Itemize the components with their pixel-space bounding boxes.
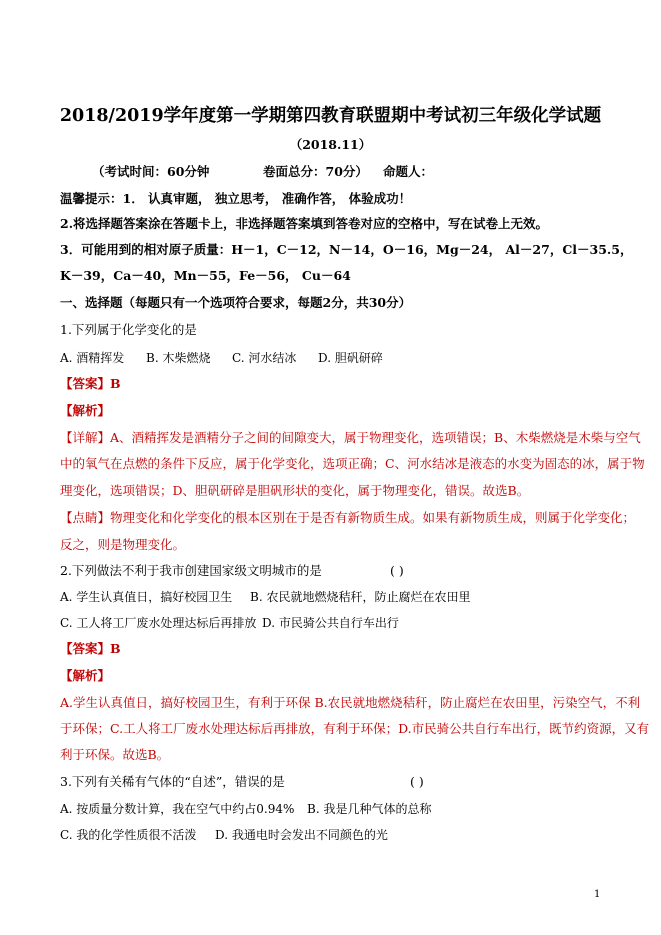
q3-option-c: C. 我的化学性质很不活泼 <box>60 828 197 842</box>
q1-detail-2: 中的氧气在点燃的条件下反应，属于化学变化，选项正确；C、河水结冰是液态的水变为固态的冰，属于物 <box>60 456 645 471</box>
q2-analysis-3: 利于环保。故选B。 <box>60 747 170 762</box>
q1-option-b: B. 木柴燃烧 <box>146 351 211 365</box>
tip-line-2: 2.将选择题答案涂在答题卡上，非选择题答案填到答卷对应的空格中，写在试卷上无效。 <box>60 216 549 231</box>
q1-detail-1: 【详解】A、酒精挥发是酒精分子之间的间隙变大，属于物理变化，选项错误；B、木柴燃烧是木柴与空气 <box>60 430 641 445</box>
q1-option-c: C. 河水结冰 <box>232 351 297 365</box>
q1-point-1: 【点睛】物理变化和化学变化的根本区别在于是否有新物质生成。如果有新物质生成，则属于化学变化； <box>60 510 636 525</box>
q2-answer: 【答案】B <box>60 641 121 656</box>
tip-line-4: K－39，Ca－40，Mn－55，Fe－56， Cu－64 <box>60 268 351 283</box>
tip-line-3: 3．可能用到的相对原子质量：H－1，C－12，N－14，O－16，Mg－24， Al－27，Cl－35.5， <box>60 242 633 257</box>
q2-option-b: B. 农民就地燃烧秸秆，防止腐烂在农田里 <box>250 590 471 604</box>
q1-analysis-label: 【解析】 <box>60 403 111 418</box>
q2-analysis-label: 【解析】 <box>60 668 111 683</box>
q2-option-d: D. 市民骑公共自行车出行 <box>262 616 399 630</box>
q1-detail-3: 理变化，选项错误；D、胆矾研碎是胆矾形状的变化，属于物理变化，错误。故选B。 <box>60 483 530 498</box>
tip-line-1: 温馨提示：1． 认真审题， 独立思考， 准确作答， 体验成功！ <box>60 191 412 206</box>
q1-answer: 【答案】B <box>60 376 121 391</box>
q1-point-2: 反之，则是物理变化。 <box>60 537 186 552</box>
exam-date: （2018.11） <box>289 137 372 152</box>
q3-option-d: D. 我通电时会发出不同颜色的光 <box>215 828 388 842</box>
section-heading: 一、选择题（每题只有一个选项符合要求，每题2分，共30分） <box>60 295 412 310</box>
q3-blank: ( ) <box>410 774 424 789</box>
q2-analysis-1: A.学生认真值日，搞好校园卫生，有利于环保 B.农民就地燃烧秸秆，防止腐烂在农田里，污染空气，不利 <box>60 695 641 710</box>
q2-stem: 2.下列做法不利于我市创建国家级文明城市的是 <box>60 563 322 578</box>
q2-analysis-2: 于环保；C.工人将工厂废水处理达标后再排放，有利于环保；D.市民骑公共自行车出行，既节约资源，又有 <box>60 721 650 736</box>
q1-stem: 1.下列属于化学变化的是 <box>60 322 197 337</box>
q1-option-a: A. 酒精挥发 <box>60 351 125 365</box>
q1-option-d: D. 胆矾研碎 <box>318 351 383 365</box>
total-score: 卷面总分：70分） <box>263 164 368 179</box>
q3-option-a: A. 按质量分数计算，我在空气中约占0.94% <box>60 802 295 816</box>
page-number: 1 <box>594 889 601 900</box>
author-label: 命题人： <box>383 164 434 179</box>
exam-time: （考试时间：60分钟 <box>92 164 210 179</box>
q2-option-c: C. 工人将工厂废水处理达标后再排放 <box>60 616 257 630</box>
q2-blank: ( ) <box>390 563 404 578</box>
q3-stem: 3.下列有关稀有气体的“自述”，错误的是 <box>60 774 285 789</box>
q2-option-a: A. 学生认真值日，搞好校园卫生 <box>60 590 233 604</box>
q3-option-b: B. 我是几种气体的总称 <box>307 802 432 816</box>
exam-title: 2018/2019学年度第一学期第四教育联盟期中考试初三年级化学试题 <box>59 106 602 126</box>
